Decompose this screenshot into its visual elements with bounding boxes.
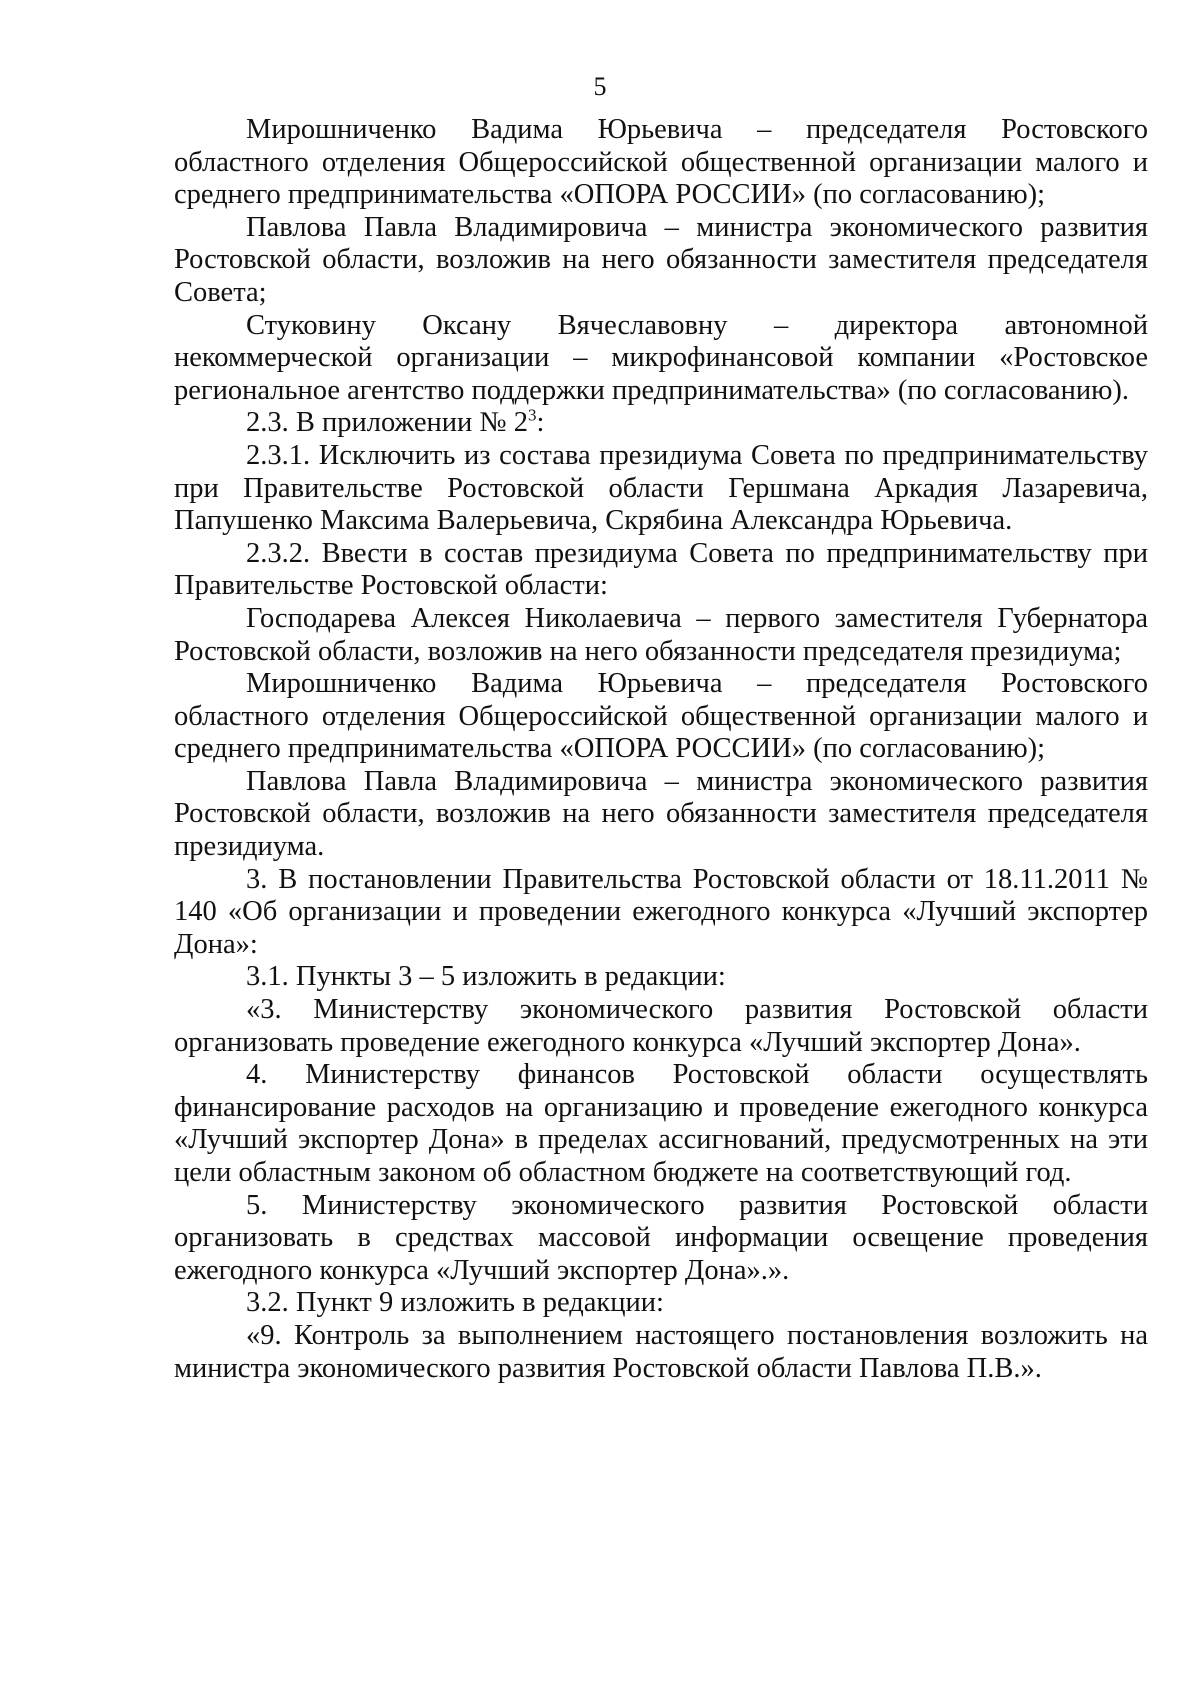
paragraph: Мирошниченко Вадима Юрьевича – председателя Ростовского областного отделения Общероссийской общественной организации малого и среднего предпринимательства «ОПОРА РОССИИ» (по согласованию); xyxy=(174,668,1148,765)
document-body xyxy=(174,114,1148,1385)
paragraph: Мирошниченко Вадима Юрьевича – председателя Ростовского областного отделения Общероссийской общественной организации малого и среднего предпринимательства «ОПОРА РОССИИ» (по согласованию); xyxy=(174,114,1148,211)
paragraph: Господарева Алексея Николаевича – первого заместителя Губернатора Ростовской области, возложив на него обязанности председателя президиума; xyxy=(174,602,1148,667)
paragraph-appendix-reference xyxy=(174,407,1148,440)
paragraph: Павлова Павла Владимировича – министра экономического развития Ростовской области, возложив на него обязанности заместителя председателя Совета; xyxy=(174,211,1148,308)
paragraph-text: 2.3. В приложении № 2 xyxy=(246,407,528,439)
paragraph: 5. Министерству экономического развития Ростовской области организовать в средствах массовой информации освещение проведения ежегодного конкурса «Лучший экспортер Дона».». xyxy=(174,1189,1148,1286)
paragraph: 3. В постановлении Правительства Ростовской области от 18.11.2011 № 140 «Об организации и проведении ежегодного конкурса «Лучший экспортер Дона»: xyxy=(174,863,1148,960)
paragraph: 3.1. Пункты 3 – 5 изложить в редакции: xyxy=(246,961,726,993)
paragraph: 2.3.1. Исключить из состава президиума Совета по предпринимательству при Правительстве Ростовской области Гершмана Аркадия Лазаревича, Папушенко Максима Валерьевича, Скрябина Александра Юрьевича. xyxy=(174,439,1148,537)
paragraph: Павлова Павла Владимировича – министра экономического развития Ростовской области, возложив на него обязанности заместителя председателя президиума. xyxy=(174,765,1148,863)
superscript-number: 3 xyxy=(527,405,537,425)
paragraph: 4. Министерству финансов Ростовской области осуществлять финансирование расходов на организацию и проведение ежегодного конкурса «Лучший экспортер Дона» в пределах ассигнований, предусмотренных на эти цели областным законом об областном бюджете на соответствующий год. xyxy=(174,1059,1148,1188)
paragraph: Стуковину Оксану Вячеславовну – директора автономной некоммерческой организации – микрофинансовой компании «Ростовское региональное агентство поддержки предпринимательства» (по согласованию). xyxy=(174,309,1148,406)
paragraph: «9. Контроль за выполнением настоящего постановления возложить на министра экономического развития Ростовской области Павлова П.В.». xyxy=(174,1319,1148,1384)
paragraph: 2.3.2. Ввести в состав президиума Совета по предпринимательству при Правительстве Ростовской области: xyxy=(174,537,1148,602)
paragraph-suffix: : xyxy=(536,407,545,439)
page-number: 5 xyxy=(593,72,607,101)
paragraph: «3. Министерству экономического развития Ростовской области организовать проведение ежегодного конкурса «Лучший экспортер Дона». xyxy=(174,994,1148,1058)
paragraph: 3.2. Пункт 9 изложить в редакции: xyxy=(246,1287,664,1319)
